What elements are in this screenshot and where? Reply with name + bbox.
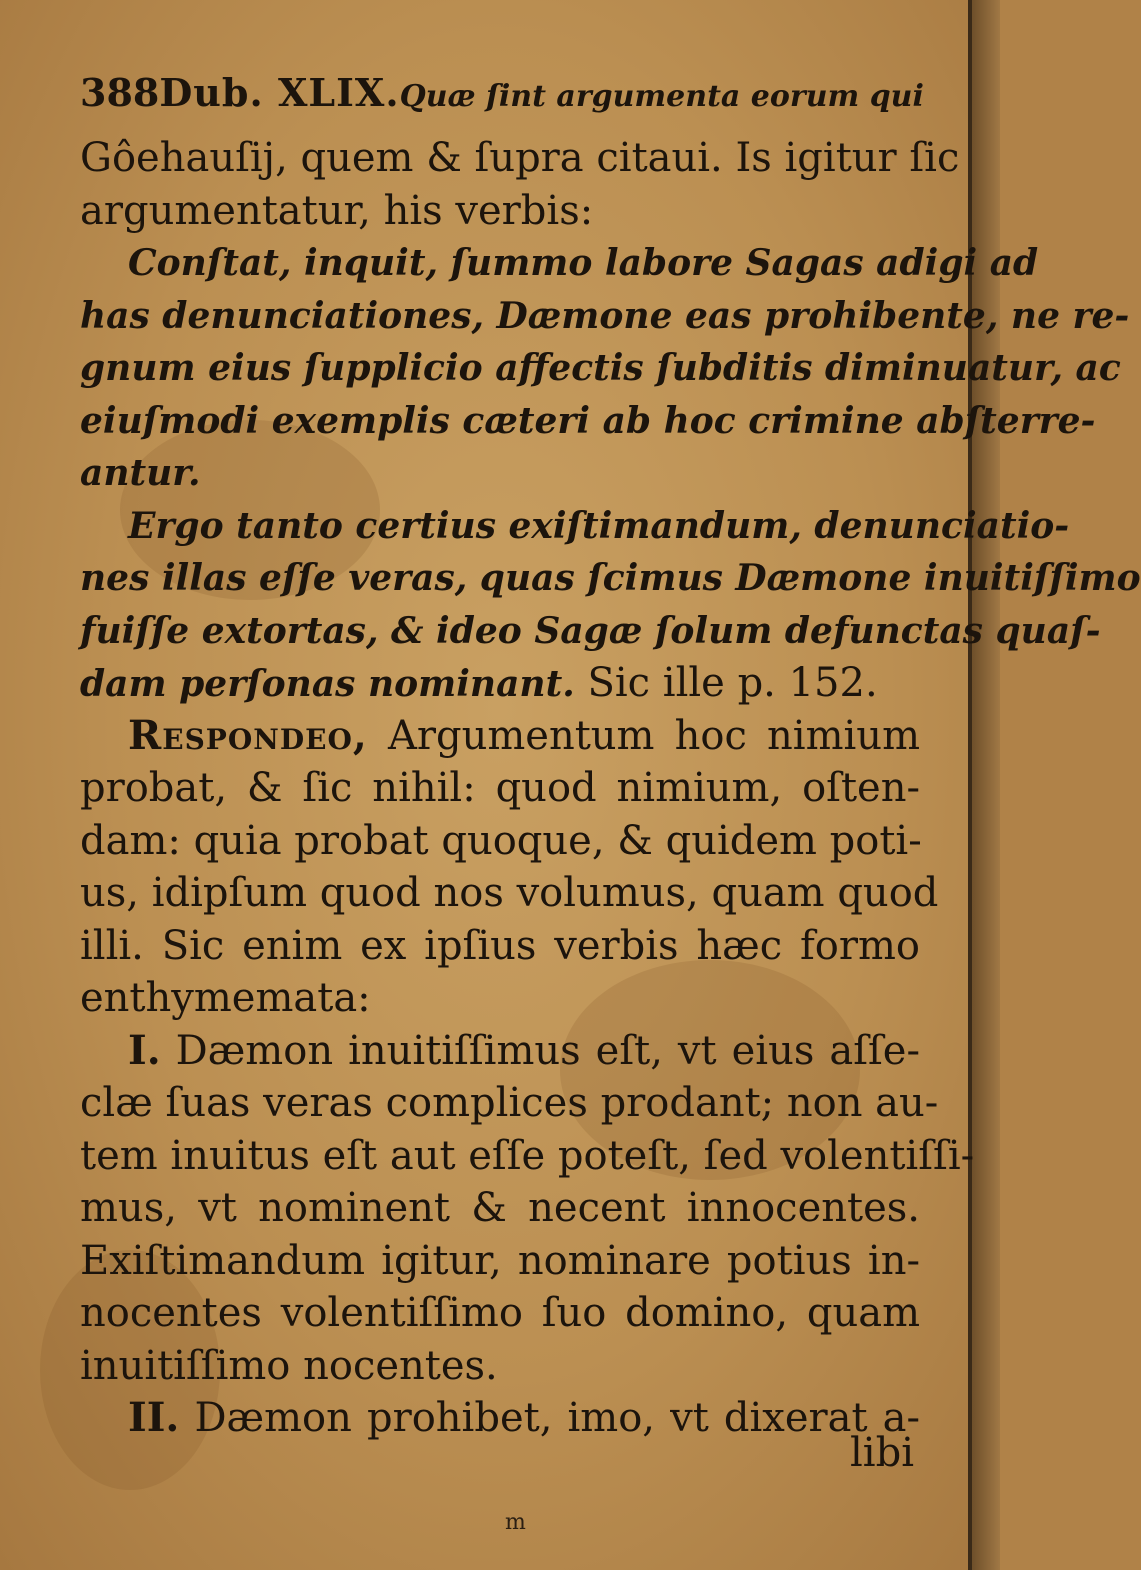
text-line: clæ ſuas veras complices prodant; non au- [80,1080,939,1126]
enthymeme-number: I. [128,1026,161,1074]
quoted-line: nes illas eſſe veras, quas ſcimus Dæmone inuitiſſimo [80,557,1141,599]
text-line: nocentes volentiſſimo ſuo domino, quam [80,1290,920,1336]
quoted-line: fuiſſe extortas, & ideo Sagæ ſolum defunctas quaſ- [80,609,1101,652]
text-line: Exiſtimandum igitur, nominare potius in- [80,1237,920,1284]
text-line: argumentatur, his verbis: [80,187,594,234]
dubium-label: Dub. XLIX. [159,70,400,115]
quoted-line: gnum eius ſupplicio affectis ſubditis diminuatur, ac [80,347,1121,389]
quoted-line: antur. [80,452,201,494]
text-line: dam: quia probat quoque, & quidem poti- [80,817,922,864]
quoted-line: Ergo tanto certius exiſtimandum, denunciatio- [128,504,1070,547]
text-line: dam perſonas nominant. Sic ille p. 152. [80,660,878,706]
binding-gutter [972,0,1000,1570]
running-title: Quæ ſint argumenta eorum qui [399,79,924,114]
text-line: tem inuitus eſt aut eſſe poteſt, ſed volentiſſi- [80,1132,975,1179]
text-block [80,70,1141,1445]
text-line: Gôehauſij, quem & ſupra citaui. Is igitur ſic [80,135,960,181]
page-citation: Sic ille p. 152. [587,660,878,706]
text-line: enthymemata: [80,975,371,1021]
text-line: illi. Sic enim ex ipſius verbis hæc formo [80,922,920,969]
page-edge-line [968,0,972,1570]
respondeo-label: Respondeo, [128,711,368,759]
quoted-line: Conſtat, inquit, ſummo labore Sagas adigi ad [128,242,1039,284]
quoted-line: eiuſmodi exemplis cæteri ab hoc crimine abſterre- [80,399,1096,442]
signature-mark: m [505,1510,526,1535]
page-number: 388 [80,70,160,115]
text-line: I. Dæmon inuitiſſimus eſt, vt eius aſſe- [128,1026,920,1074]
running-header [80,70,924,132]
text-line: us, idipſum quod nos volumus, quam quod [80,870,939,916]
text-line: mus, vt nominent & necent innocentes. [80,1185,920,1231]
text-line: probat, & ſic nihil: quod nimium, oſten- [80,765,920,811]
text-line: inuitiſſimo nocentes. [80,1342,498,1389]
text-line: II. Dæmon prohibet, imo, vt dixerat a- [128,1394,920,1441]
enthymeme-number: II. [128,1394,180,1441]
catchword: libi [850,1430,914,1476]
text-line: Respondeo, Argumentum hoc nimium [128,711,921,759]
quoted-line: has denunciationes, Dæmone eas prohibente, ne re- [80,294,1130,337]
